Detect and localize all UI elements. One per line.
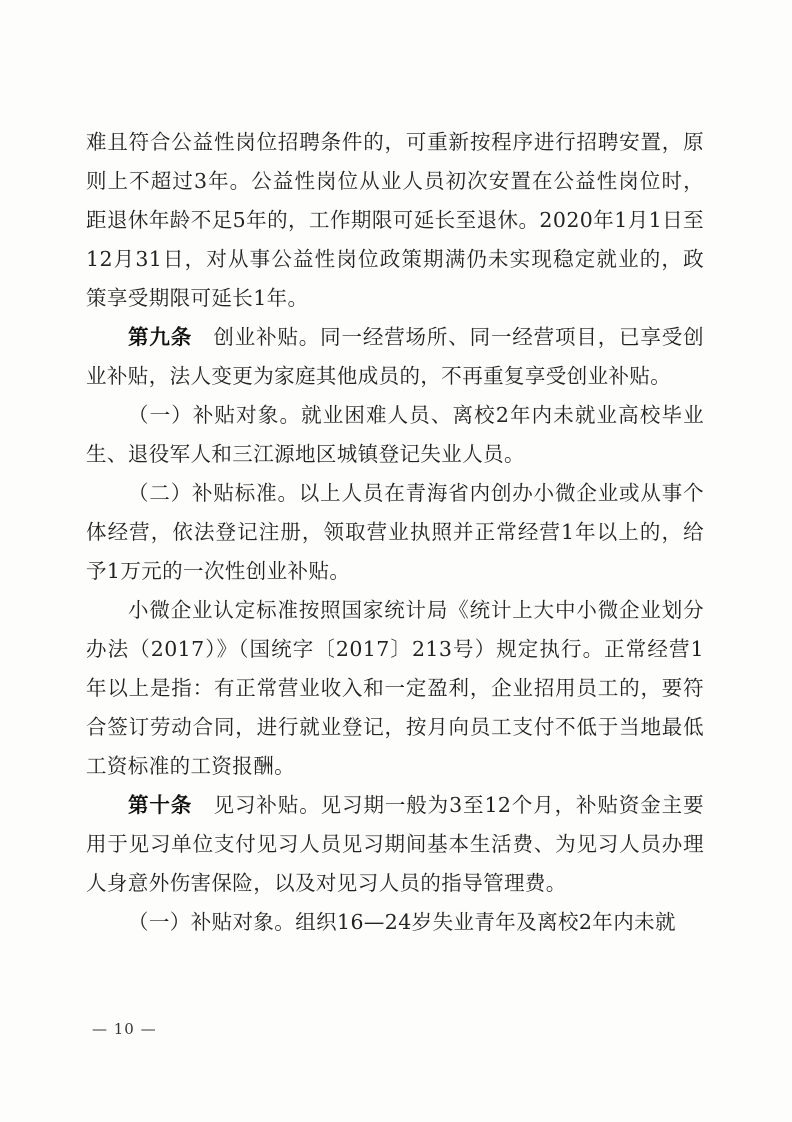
paragraph-text: （二）补贴标准。以上人员在青海省内创办小微企业或从事个体经营，依法登记注册，领取营业执照并正常经营1年以上的，给予1万元的一次性创业补贴。: [86, 481, 704, 583]
page-number: — 10 —: [92, 1020, 157, 1038]
article-heading: 第十条: [128, 793, 193, 817]
paragraph-text: 小微企业认定标准按照国家统计局《统计上大中小微企业划分办法（2017）》（国统字〔2017〕213号）规定执行。正常经营1年以上是指：有正常营业收入和一定盈利，企业招用员工的，要符合签订劳动合同，进行就业登记，按月向员工支付不低于当地最低工资标准的工资报酬。: [86, 598, 704, 778]
paragraph-subsidy-target: [86, 396, 704, 474]
paragraph-internship-target: [86, 903, 704, 942]
article-heading: 第九条: [128, 325, 193, 349]
paragraph-continuation: [86, 123, 704, 318]
paragraph-text: （一）补贴对象。就业困难人员、离校2年内未就业高校毕业生、退役军人和三江源地区城镇登记失业人员。: [86, 403, 704, 466]
paragraph-enterprise-standard: [86, 591, 704, 786]
paragraph-text: （一）补贴对象。组织16—24岁失业青年及离校2年内未就: [128, 910, 676, 934]
paragraph-subsidy-standard: [86, 474, 704, 591]
paragraph-article-10: [86, 786, 704, 903]
document-body: [86, 123, 704, 942]
paragraph-text: 创业补贴。同一经营场所、同一经营项目，已享受创业补贴，法人变更为家庭其他成员的，不再重复享受创业补贴。: [86, 325, 704, 388]
paragraph-text: 见习补贴。见习期一般为3至12个月，补贴资金主要用于见习单位支付见习人员见习期间基本生活费、为见习人员办理人身意外伤害保险，以及对见习人员的指导管理费。: [86, 793, 704, 895]
paragraph-text: 难且符合公益性岗位招聘条件的，可重新按程序进行招聘安置，原则上不超过3年。公益性岗位从业人员初次安置在公益性岗位时，距退休年龄不足5年的，工作期限可延长至退休。2020年1月1日至12月31日，对从事公益性岗位政策期满仍未实现稳定就业的，政策享受期限可延长1年。: [86, 130, 704, 310]
paragraph-article-9: [86, 318, 704, 396]
